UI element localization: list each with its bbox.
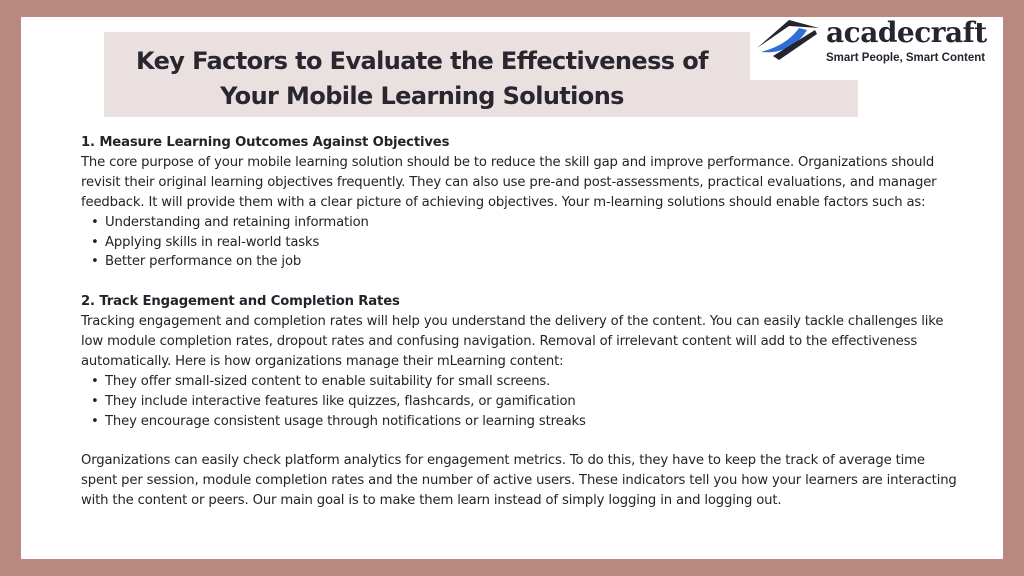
list-item: • They include interactive features like quizzes, flashcards, or gamification (81, 392, 961, 412)
academic-cap-swoosh-icon (755, 18, 821, 66)
section-paragraph: The core purpose of your mobile learning solution should be to reduce the skill gap and improve performance. Organizations should revisit their original learning objectives frequently. They can also use pre-and post-assessments, practical evaluations, and manager feedback. It will provide them with a clear picture of achieving objectives. Your m-learning solutions should enable factors such as: (81, 154, 937, 210)
bullet-list (81, 372, 961, 432)
logo-name: acadecraft (826, 16, 987, 49)
section-engagement (81, 292, 961, 431)
section-heading: 2. Track Engagement and Completion Rates (81, 294, 400, 310)
list-item: • They offer small-sized content to enable suitability for small screens. (81, 372, 961, 392)
closing-paragraph: Organizations can easily check platform analytics for engagement metrics. To do this, they have to keep the track of average time spent per session, module completion rates and the number of active users. These indicators tell you how your learners are interacting with the content or peers. Our main goal is to make them learn instead of simply logging in and logging out. (81, 453, 957, 509)
slide-title: Key Factors to Evaluate the Effectiveness of Your Mobile Learning Solutions (136, 47, 708, 110)
article-body (81, 133, 961, 511)
bullet-list (81, 213, 961, 273)
section-learning-outcomes (81, 133, 961, 272)
section-heading: 1. Measure Learning Outcomes Against Objectives (81, 135, 450, 150)
list-item: • Applying skills in real-world tasks (81, 233, 961, 253)
list-item: • Understanding and retaining information (81, 213, 961, 233)
section-paragraph: Tracking engagement and completion rates will help you understand the delivery of the content. You can easily tackle challenges like low module completion rates, dropout rates and confusing navigation. Removal of irrelevant content will add to the effectiveness automatically. Here is how organizations manage their mLearning content: (81, 314, 944, 369)
list-item: • Better performance on the job (81, 252, 961, 272)
list-item: • They encourage consistent usage through notifications or learning streaks (81, 412, 961, 432)
logo-tagline: Smart People, Smart Content (826, 52, 986, 64)
